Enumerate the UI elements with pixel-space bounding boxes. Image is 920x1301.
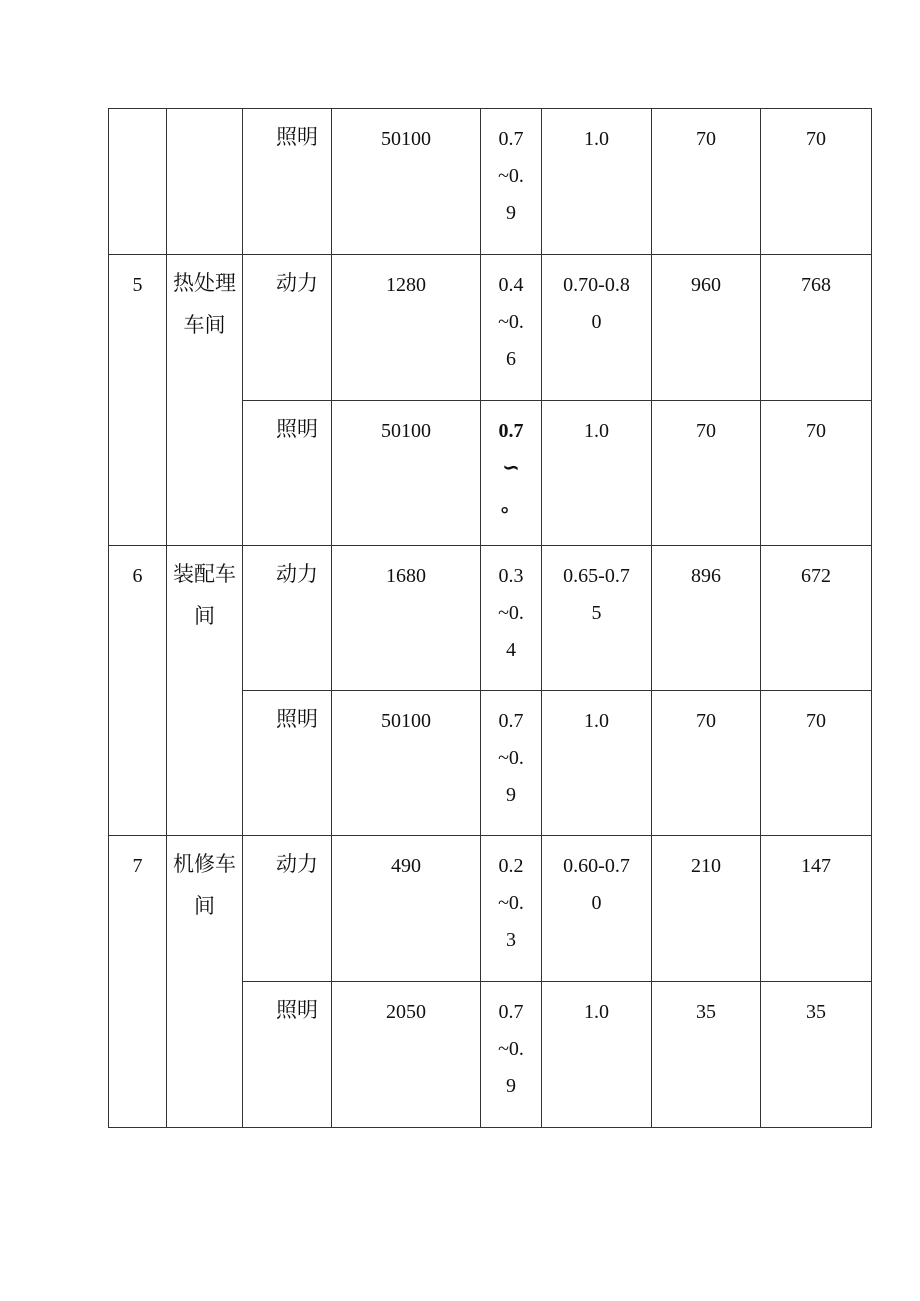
power-factor-cell: 1.0 — [542, 109, 652, 255]
demand-factor-cell: 0.2 ~0. 3 — [481, 836, 542, 982]
active-power-cell: 70 — [652, 691, 761, 836]
demand-factor-cell: 0.7 ~0. 9 — [481, 691, 542, 836]
reactive-power-cell: 672 — [761, 546, 872, 691]
reactive-power-cell: 70 — [761, 691, 872, 836]
reactive-power-cell: 70 — [761, 401, 872, 546]
demand-factor-cell: 0.7 ~0. 9 — [481, 109, 542, 255]
table-row — [109, 546, 872, 691]
reactive-power-cell: 70 — [761, 109, 872, 255]
capacity-cell: 50100 — [332, 691, 481, 836]
active-power-cell: 896 — [652, 546, 761, 691]
reactive-power-cell: 147 — [761, 836, 872, 982]
capacity-cell: 50100 — [332, 401, 481, 546]
workshop-cell: 装配车 间 — [167, 546, 243, 836]
active-power-cell: 35 — [652, 982, 761, 1128]
workshop-cell: 热处理 车间 — [167, 255, 243, 546]
load-type-cell: 照明 — [243, 401, 332, 546]
active-power-cell: 70 — [652, 401, 761, 546]
reactive-power-cell: 35 — [761, 982, 872, 1128]
active-power-cell: 210 — [652, 836, 761, 982]
load-table — [108, 108, 872, 1128]
row-number-cell: 7 — [109, 836, 167, 1128]
row-number-cell: 5 — [109, 255, 167, 546]
workshop-cell: 机修车 间 — [167, 836, 243, 1128]
power-factor-cell: 0.70-0.8 0 — [542, 255, 652, 401]
load-type-cell: 照明 — [243, 109, 332, 255]
power-factor-cell: 0.65-0.7 5 — [542, 546, 652, 691]
row-number-cell — [109, 109, 167, 255]
demand-factor-cell: 0.3 ~0. 4 — [481, 546, 542, 691]
active-power-cell: 960 — [652, 255, 761, 401]
power-factor-cell: 1.0 — [542, 691, 652, 836]
demand-factor-cell: 0.4 ~0. 6 — [481, 255, 542, 401]
capacity-cell: 490 — [332, 836, 481, 982]
capacity-cell: 1680 — [332, 546, 481, 691]
power-factor-cell: 1.0 — [542, 982, 652, 1128]
load-type-cell: 照明 — [243, 691, 332, 836]
capacity-cell: 1280 — [332, 255, 481, 401]
row-number-cell: 6 — [109, 546, 167, 836]
demand-factor-cell: 0.7 ∽ 。 — [481, 401, 542, 546]
table-row — [109, 836, 872, 982]
table-row — [109, 109, 872, 255]
load-type-cell: 动力 — [243, 836, 332, 982]
load-type-cell: 动力 — [243, 546, 332, 691]
active-power-cell: 70 — [652, 109, 761, 255]
workshop-cell — [167, 109, 243, 255]
power-factor-cell: 0.60-0.7 0 — [542, 836, 652, 982]
table-row — [109, 255, 872, 401]
capacity-cell: 50100 — [332, 109, 481, 255]
load-type-cell: 照明 — [243, 982, 332, 1128]
load-type-cell: 动力 — [243, 255, 332, 401]
demand-factor-cell: 0.7 ~0. 9 — [481, 982, 542, 1128]
reactive-power-cell: 768 — [761, 255, 872, 401]
power-factor-cell: 1.0 — [542, 401, 652, 546]
capacity-cell: 2050 — [332, 982, 481, 1128]
